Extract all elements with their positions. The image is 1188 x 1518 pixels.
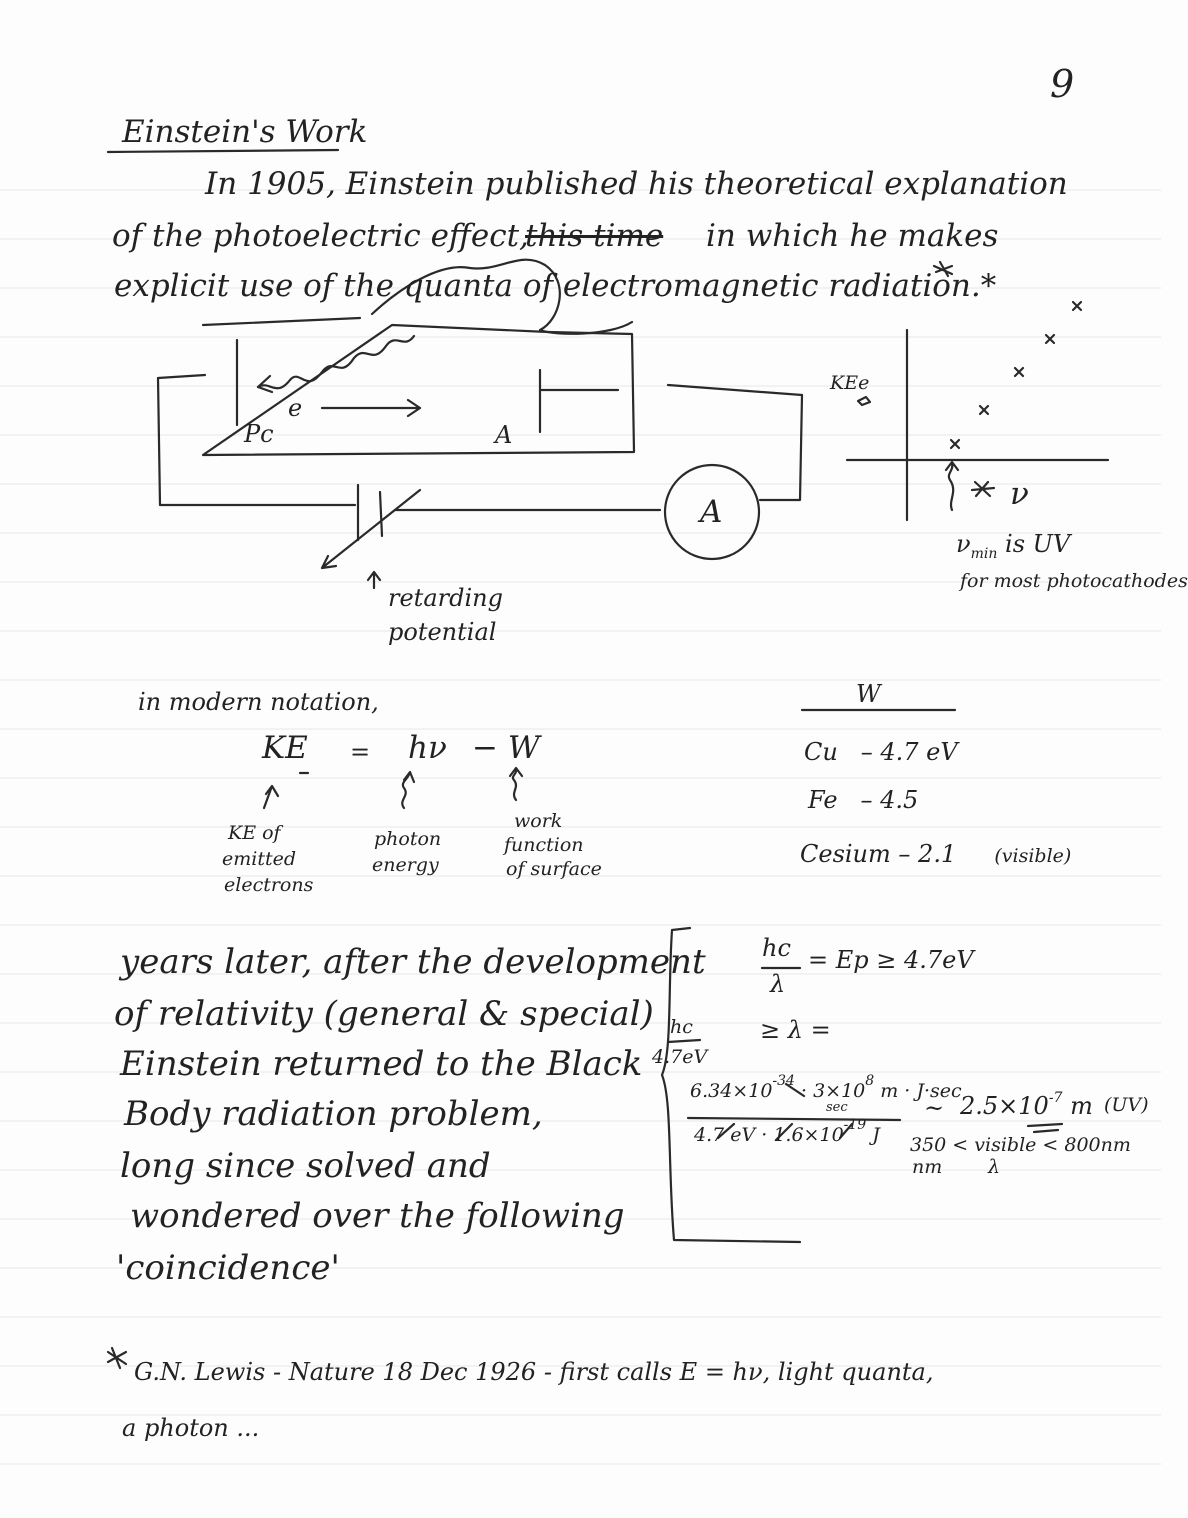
calc-result: $2.5\times 10^{-7}$ m (960, 1090, 1093, 1120)
graph-point (951, 440, 959, 448)
equation-minus-w: − W (472, 730, 540, 766)
photon-desc-1: photon (374, 828, 442, 850)
calc-denominator: 4.7 eV · $1.6\times 10^{-19}$ J (694, 1117, 880, 1146)
intro-struck-text: this time (525, 218, 664, 254)
work-desc-2: function (504, 834, 584, 856)
visible-range: 350 < visible < 800nm (910, 1134, 1131, 1156)
arrow-ke (264, 786, 278, 808)
graph-vmin-note-2: for most photocathodes (960, 570, 1188, 592)
later-line-2: of relativity (general & special) (114, 994, 654, 1034)
label-potential: potential (388, 618, 497, 646)
approx-underline (1028, 1124, 1062, 1132)
page-number: 9 (1050, 62, 1075, 106)
w-table-header: W (856, 680, 881, 708)
graph-x-label: ν (1010, 476, 1029, 512)
calc-hc-den: 4.7eV (652, 1046, 708, 1068)
w-table-row: Cesium – 2.1 (visible) (800, 840, 1072, 868)
arrow-work (510, 768, 522, 800)
intro-line-3: explicit use of the quanta of electromagnetic radiation.* (114, 268, 997, 304)
equation-equals: = (350, 738, 371, 766)
frac-bar-2 (668, 1040, 700, 1042)
intro-line-1: In 1905, Einstein published his theoretical explanation (205, 166, 1068, 202)
electron-arrow (322, 400, 420, 416)
battery-variable-arrow (322, 490, 420, 568)
footnote-line-2: a photon ... (122, 1414, 260, 1442)
label-electron: e (288, 394, 303, 422)
photon-desc-2: energy (372, 854, 439, 876)
calc-numerator: $6.34\times 10^{-34} \cdot 3\times 10^8$ m · J·sec (690, 1073, 962, 1102)
vmin-star (972, 482, 994, 496)
later-line-7: 'coincidence' (116, 1248, 340, 1288)
graph-point (980, 406, 988, 414)
page-title: Einstein's Work (122, 114, 368, 150)
later-line-4: Body radiation problem, (124, 1094, 543, 1134)
later-line-6: wondered over the following (130, 1196, 625, 1236)
visible-range-lambda: λ (988, 1156, 1001, 1178)
calc-sec: sec (826, 1100, 848, 1115)
equation-hv: hν (408, 730, 447, 766)
later-line-5: long since solved and (120, 1146, 491, 1186)
vmin-pointer (946, 462, 958, 510)
label-retarding: retarding (388, 584, 503, 612)
footnote-asterisk (108, 1348, 126, 1368)
calc-ep-inequality: = Ep ≥ 4.7eV (808, 946, 974, 974)
equation-ke: KE (262, 730, 308, 766)
battery-plate-short (380, 492, 382, 536)
calc-approx: ~ (924, 1094, 945, 1122)
later-line-3: Einstein returned to the Black (120, 1044, 643, 1084)
ke-desc-2: emitted (222, 848, 297, 870)
label-anode: A (495, 421, 513, 449)
graph-point (1015, 368, 1023, 376)
title-underline (108, 150, 338, 152)
w-table-row: Cu – 4.7 eV (804, 738, 958, 766)
intro-line-2a: of the photoelectric effect, (112, 218, 529, 254)
work-desc-1: work (514, 810, 563, 832)
calc-hc: hc (670, 1016, 693, 1038)
ke-desc-3: electrons (224, 874, 314, 896)
ke-desc-1: KE of (228, 822, 281, 844)
graph-point (1073, 302, 1081, 310)
graph-vmin-note: $\nu_{min}$ is UV (956, 530, 1071, 562)
light-wave (258, 336, 414, 388)
light-arrow-head (258, 376, 272, 392)
calc-h-over-lambda-den: λ (770, 970, 786, 998)
calc-h-over-lambda-num: hc (762, 934, 791, 962)
label-pc: Pc (244, 420, 274, 448)
label-ammeter: A (700, 494, 723, 530)
work-desc-3: of surface (506, 858, 602, 880)
frac-bar-3 (688, 1118, 900, 1120)
modern-notation-heading: in modern notation, (138, 688, 379, 716)
intro-line-2b: in which he makes (706, 218, 999, 254)
arrow-photon (402, 772, 414, 808)
graph-marker-dot (858, 397, 870, 405)
w-table-row: Fe – 4.5 (808, 786, 919, 814)
later-line-1: years later, after the development (120, 942, 706, 982)
retarding-pointer (368, 572, 380, 588)
calc-lambda-ge: ≥ λ = (760, 1016, 831, 1044)
visible-range-units: nm (912, 1156, 943, 1178)
footnote-line-1: G.N. Lewis - Nature 18 Dec 1926 - first calls E = hν, light quanta, (134, 1358, 934, 1386)
graph-y-label: KEe (830, 372, 870, 394)
graph-point (1046, 335, 1054, 343)
calc-uv: (UV) (1104, 1094, 1149, 1116)
